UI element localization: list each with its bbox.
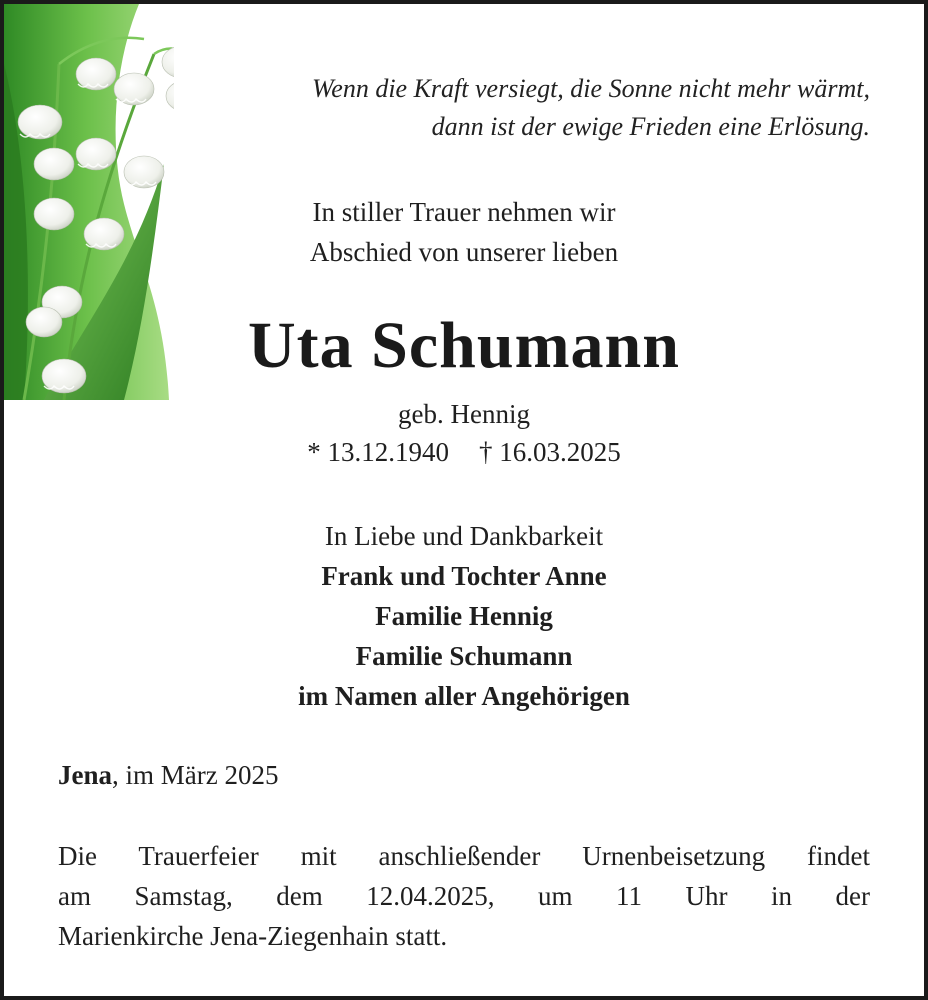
mourners-intro: In Liebe und Dankbarkeit xyxy=(324,521,604,551)
intro-text xyxy=(4,192,924,272)
mourner-line: Familie Hennig xyxy=(375,601,553,631)
place-city: Jena xyxy=(58,760,112,790)
place-date: , im März 2025 xyxy=(112,760,279,790)
death-date: † 16.03.2025 xyxy=(479,437,621,467)
birth-date: * 13.12.1940 xyxy=(307,437,449,467)
intro-line-1: In stiller Trauer nehmen wir xyxy=(312,197,616,227)
service-line-1: Die Trauerfeier mit anschließender Urnenbeisetzung findet xyxy=(58,841,870,871)
place-and-date xyxy=(58,760,278,791)
deceased-name: Uta Schumann xyxy=(248,309,680,382)
life-dates xyxy=(4,434,924,470)
mourner-line: im Namen aller Angehörigen xyxy=(298,681,630,711)
motto-quote xyxy=(204,70,870,146)
service-line-3: Marienkirche Jena-Ziegenhain statt. xyxy=(58,921,448,951)
motto-line-1: Wenn die Kraft versiegt, die Sonne nicht mehr wärmt, xyxy=(312,74,870,103)
maiden-name: geb. Hennig xyxy=(398,399,530,429)
mourner-line: Familie Schumann xyxy=(355,641,573,671)
service-line-2: am Samstag, dem 12.04.2025, um 11 Uhr in der xyxy=(58,881,870,911)
intro-line-2: Abschied von unserer lieben xyxy=(309,237,619,267)
mourner-line: Frank und Tochter Anne xyxy=(321,561,607,591)
service-notice xyxy=(58,836,870,956)
mourners-block xyxy=(4,516,924,716)
motto-line-2: dann ist der ewige Frieden eine Erlösung. xyxy=(431,112,870,141)
